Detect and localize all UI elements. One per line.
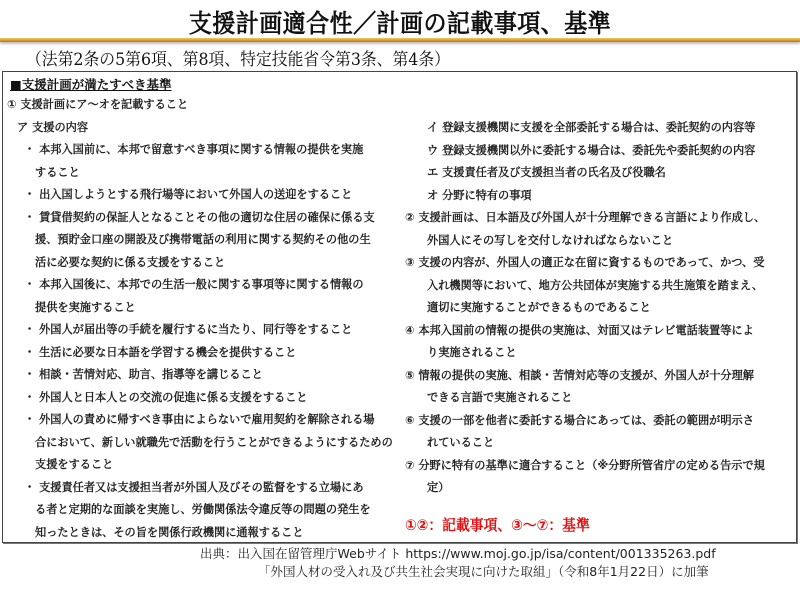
criteria-line: すること	[35, 165, 80, 179]
criteria-line: ・ 本邦入国前に、本邦で留意すべき事項に関する情報の提供を実施	[24, 143, 364, 156]
title-divider	[0, 38, 800, 42]
source-citation	[200, 545, 716, 581]
criteria-line: 入れ機関等において、地方公共団体が実施する共生施策を踏まえ、	[427, 278, 764, 292]
criteria-line: ア 支援の内容	[17, 120, 89, 134]
criteria-line: ① 支援計画にア～オを記載すること	[7, 98, 189, 111]
criteria-line: できる言語で実施されること	[427, 391, 573, 404]
criteria-line: ウ 登録支援機関以外に委託する場合は、委託先や委託契約の内容	[427, 143, 756, 157]
criteria-line: 活に必要な契約に係る支援をすること	[35, 255, 226, 269]
criteria-line: ③ 支援の内容が、外国人の適正な在留に資するものであって、かつ、受	[405, 256, 765, 269]
criteria-right-column	[405, 117, 795, 500]
criteria-line: ⑦ 分野に特有の基準に適合すること（※分野所管省庁の定める告示で規	[405, 458, 765, 472]
criteria-line: 援、預貯金口座の開設及び携帯電話の利用に関する契約その他の生	[35, 233, 371, 246]
criteria-line: ・ 外国人と日本人との交流の促進に係る支援をすること	[24, 390, 308, 404]
criteria-line: ④ 本邦入国前の情報の提供の実施は、対面又はテレビ電話装置等によ	[405, 323, 754, 337]
criteria-line: ・ 生活に必要な日本語を学習する機会を提供すること	[24, 345, 297, 359]
criteria-line: 合において、新しい就職先で活動を行うことができるようにするための	[35, 435, 393, 449]
criteria-line: ⑤ 情報の提供の実施、相談・苦情対応等の支援が、外国人が十分理解	[405, 368, 754, 382]
criteria-line: 支援をすること	[35, 458, 114, 471]
criteria-line: イ 登録支援機関に支援を全部委託する場合は、委託契約の内容等	[427, 121, 756, 134]
criteria-line: り実施されること	[427, 346, 517, 359]
criteria-line: ⑥ 支援の一部を他者に委託する場合にあっては、委託の範囲が明示さ	[405, 413, 754, 427]
criteria-line: ② 支援計画は、日本語及び外国人が十分理解できる言語により作成し、	[405, 211, 766, 224]
criteria-line: ・ 外国人が届出等の手続を履行するに当たり、同行等をすること	[24, 323, 353, 336]
criteria-line: エ 支援責任者及び支援担当者の氏名及び役職名	[427, 166, 666, 179]
criteria-line: 適切に実施することができるものであること	[427, 301, 651, 314]
legend-note: ①②：記載事項、③～⑦：基準	[405, 516, 590, 534]
source-line-1: 出典：出入国在留管理庁Webサイト https://www.moj.go.jp/isa/content/001335263.pdf	[200, 546, 716, 561]
right-lines-list	[405, 117, 795, 500]
criteria-line: ・ 相談・苦情対応、助言、指導等を講じること	[24, 368, 263, 381]
criteria-box	[2, 71, 797, 543]
criteria-line: ・ 賃貸借契約の保証人となることその他の適切な住居の確保に係る支	[24, 210, 375, 224]
criteria-line: ・ 外国人の責めに帰すべき事由によらないで雇用契約を解除される場	[24, 413, 375, 426]
criteria-line: 知ったときは、その旨を関係行政機関に通報すること	[35, 525, 304, 539]
criteria-left-column	[7, 76, 399, 544]
criteria-line: ・ 支援責任者又は支援担当者が外国人及びその監督をする立場にあ	[24, 480, 364, 494]
legal-basis-subtitle: （法第2条の5第6項、第8項、特定技能省令第3条、第4条）	[26, 50, 450, 70]
criteria-line: 外国人にその写しを交付しなければならないこと	[427, 233, 674, 247]
criteria-line: オ 分野に特有の事項	[427, 188, 532, 202]
criteria-line: ・ 出入国しようとする飛行場等において外国人の送迎をすること	[24, 188, 353, 201]
left-lines-list	[7, 94, 399, 544]
criteria-line: 定）	[427, 481, 450, 494]
criteria-line: 提供を実施すること	[35, 300, 136, 314]
criteria-line: れていること	[427, 436, 495, 449]
source-line-2: 「外国人材の受入れ及び共生社会実現に向けた取組」（令和8年1月22日）に加筆	[258, 564, 709, 579]
criteria-line: る者と定期的な面談を実施し、労働関係法令違反等の問題の発生を	[35, 503, 371, 516]
box-heading: ■支援計画が満たすべき基準	[10, 77, 172, 92]
criteria-line: ・ 本邦入国後に、本邦での生活一般に関する事項等に関する情報の	[24, 278, 364, 291]
slide-title: 支援計画適合性／計画の記載事項、基準	[188, 9, 612, 38]
